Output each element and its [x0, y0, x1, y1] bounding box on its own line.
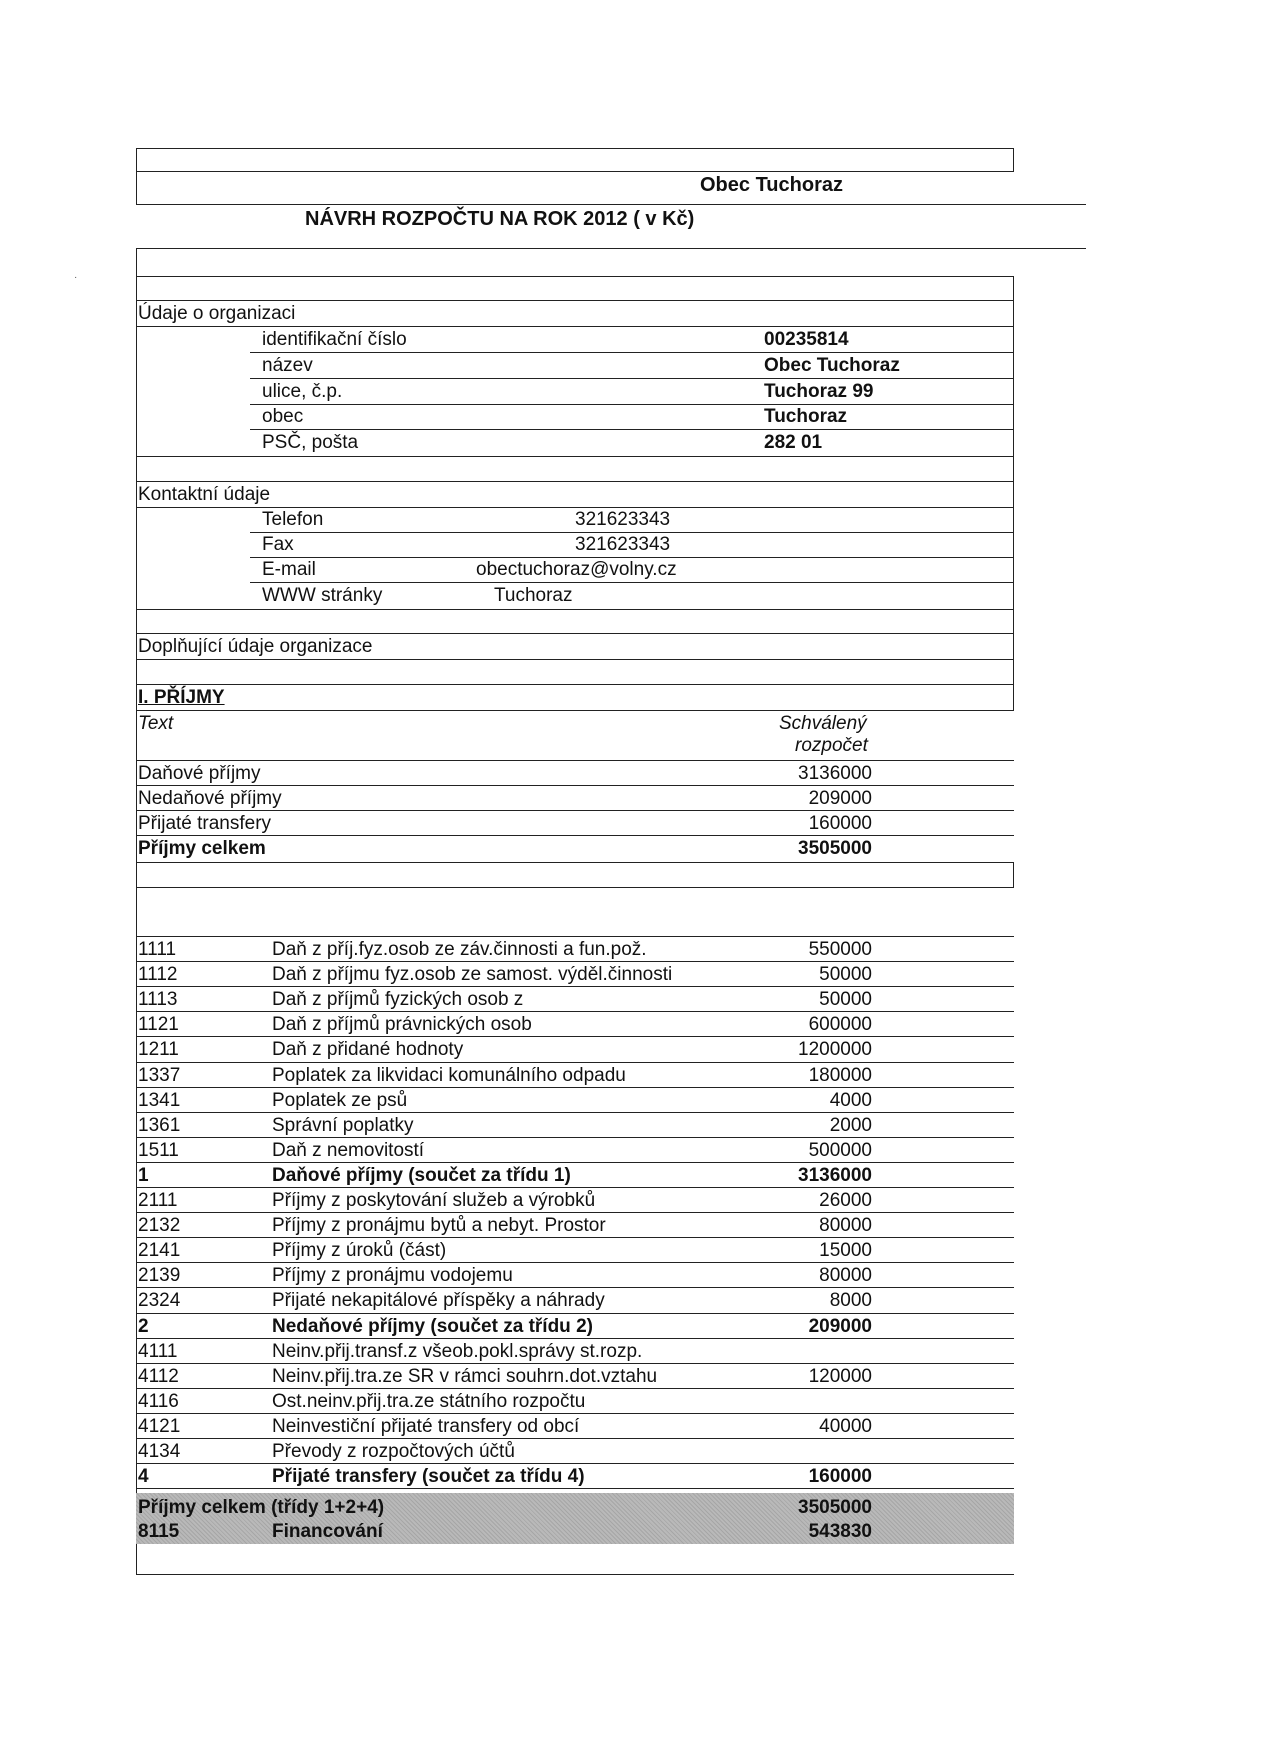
item-description: Neinv.přij.tra.ze SR v rámci souhrn.dot.vztahu — [272, 1366, 658, 1387]
contact-label-web: WWW stránky — [262, 585, 383, 606]
item-value: 80000 — [819, 1265, 872, 1286]
item-description: Daň z příjmů fyzických osob z — [272, 989, 524, 1010]
row-divider — [136, 1363, 1014, 1364]
item-description: Poplatek za likvidaci komunálního odpadu — [272, 1065, 626, 1086]
org-value-id: 00235814 — [764, 329, 849, 350]
item-value: 3136000 — [798, 1165, 872, 1186]
contact-label-phone: Telefon — [262, 509, 324, 530]
row-divider — [136, 1262, 1014, 1263]
item-value: 209000 — [808, 1316, 872, 1337]
row-divider — [136, 986, 1014, 987]
item-code: 4 — [138, 1466, 149, 1487]
column-header-budget-line2: rozpočet — [795, 735, 868, 756]
item-value: 500000 — [808, 1140, 872, 1161]
financing-value: 543830 — [808, 1521, 872, 1542]
contact-label-email: E-mail — [262, 559, 316, 580]
org-label-zip: PSČ, pošta — [262, 432, 359, 453]
item-code: 1 — [138, 1165, 149, 1186]
item-description: Neinvestiční přijaté transfery od obcí — [272, 1416, 580, 1437]
item-code: 4116 — [138, 1391, 179, 1412]
summary-label-transfers: Přijaté transfery — [138, 813, 272, 834]
row-divider — [136, 1212, 1014, 1213]
item-description: Daň z příjmu fyz.osob ze samost. výděl.činnosti — [272, 964, 673, 985]
item-value: 120000 — [808, 1366, 872, 1387]
item-description: Ost.neinv.přij.tra.ze státního rozpočtu — [272, 1391, 586, 1412]
item-code: 1211 — [138, 1039, 179, 1060]
item-code: 1111 — [138, 939, 177, 960]
contact-value-phone: 321623343 — [575, 509, 671, 530]
item-value: 50000 — [819, 964, 872, 985]
grand-total-value: 3505000 — [798, 1497, 872, 1518]
item-code: 4134 — [138, 1441, 181, 1462]
item-description: Daň z příjmů právnických osob — [272, 1014, 532, 1035]
item-description: Příjmy z úroků (část) — [272, 1240, 447, 1261]
row-divider — [136, 1112, 1014, 1113]
summary-value-nontax: 209000 — [808, 788, 872, 809]
org-value-city: Tuchoraz — [764, 406, 848, 427]
item-value: 1200000 — [798, 1039, 872, 1060]
row-divider — [136, 1011, 1014, 1012]
summary-total-label: Příjmy celkem — [138, 838, 266, 859]
summary-value-tax: 3136000 — [798, 763, 872, 784]
item-code: 4111 — [138, 1341, 178, 1362]
summary-label-nontax: Nedaňové příjmy — [138, 788, 282, 809]
item-value: 600000 — [808, 1014, 872, 1035]
org-label-id: identifikační číslo — [262, 329, 407, 350]
contact-label-fax: Fax — [262, 534, 294, 555]
item-value: 180000 — [808, 1065, 872, 1086]
item-code: 2132 — [138, 1215, 181, 1236]
item-code: 1341 — [138, 1090, 181, 1111]
org-value-name: Obec Tuchoraz — [764, 355, 900, 376]
item-code: 4121 — [138, 1416, 181, 1437]
item-value: 550000 — [808, 939, 872, 960]
row-divider — [136, 1287, 1014, 1288]
item-code: 4112 — [138, 1366, 179, 1387]
item-description: Daň z příj.fyz.osob ze záv.činnosti a fun.pož. — [272, 939, 647, 960]
scan-mark: · — [74, 272, 78, 283]
item-code: 1361 — [138, 1115, 181, 1136]
municipality-header: Obec Tuchoraz — [700, 174, 843, 196]
financing-label: Financování — [272, 1521, 383, 1542]
item-code: 2111 — [138, 1190, 178, 1211]
row-divider — [136, 1413, 1014, 1414]
row-divider — [136, 1463, 1014, 1464]
item-code: 1121 — [138, 1014, 179, 1035]
row-divider — [136, 1488, 1014, 1489]
row-divider — [136, 1438, 1014, 1439]
item-value: 8000 — [829, 1290, 872, 1311]
item-value: 15000 — [819, 1240, 872, 1261]
item-value: 160000 — [808, 1466, 872, 1487]
item-description: Poplatek ze psů — [272, 1090, 408, 1111]
financing-code: 8115 — [138, 1521, 180, 1542]
item-value: 4000 — [829, 1090, 872, 1111]
page-title: NÁVRH ROZPOČTU NA ROK 2012 ( v Kč) — [305, 208, 695, 230]
contact-value-web: Tuchoraz — [494, 585, 573, 606]
row-divider — [136, 1162, 1014, 1163]
contact-heading: Kontaktní údaje — [138, 484, 271, 505]
org-value-zip: 282 01 — [764, 432, 823, 453]
row-divider — [136, 961, 1014, 962]
org-label-city: obec — [262, 406, 304, 427]
item-code: 1337 — [138, 1065, 181, 1086]
grand-total-label: Příjmy celkem (třídy 1+2+4) — [138, 1497, 385, 1518]
column-header-budget-line1: Schválený — [779, 713, 867, 734]
item-code: 2324 — [138, 1290, 181, 1311]
item-description: Přijaté nekapitálové příspěky a náhrady — [272, 1290, 605, 1311]
org-label-street: ulice, č.p. — [262, 381, 343, 402]
row-divider — [136, 1313, 1014, 1314]
row-divider — [136, 1062, 1014, 1063]
summary-value-transfers: 160000 — [808, 813, 872, 834]
item-code: 2 — [138, 1316, 149, 1337]
row-divider — [136, 1338, 1014, 1339]
column-header-text: Text — [138, 713, 174, 734]
item-value: 50000 — [819, 989, 872, 1010]
item-value: 40000 — [819, 1416, 872, 1437]
org-value-street: Tuchoraz 99 — [764, 381, 874, 402]
item-description: Daň z přidané hodnoty — [272, 1039, 464, 1060]
item-code: 1113 — [138, 989, 178, 1010]
item-description: Příjmy z pronájmu vodojemu — [272, 1265, 513, 1286]
income-heading: I. PŘÍJMY — [138, 687, 225, 708]
item-value: 26000 — [819, 1190, 872, 1211]
item-code: 2141 — [138, 1240, 181, 1261]
item-description: Přijaté transfery (součet za třídu 4) — [272, 1466, 585, 1487]
supplementary-heading: Doplňující údaje organizace — [138, 636, 373, 657]
item-code: 1511 — [138, 1140, 179, 1161]
organization-heading: Údaje o organizaci — [138, 303, 296, 324]
contact-value-email: obectuchoraz@volny.cz — [476, 559, 677, 580]
item-description: Nedaňové příjmy (součet za třídu 2) — [272, 1316, 593, 1337]
row-divider — [136, 1137, 1014, 1138]
item-code: 1112 — [138, 964, 178, 985]
row-divider — [136, 1237, 1014, 1238]
contact-value-fax: 321623343 — [575, 534, 671, 555]
org-label-name: název — [262, 355, 313, 376]
item-code: 2139 — [138, 1265, 181, 1286]
item-description: Příjmy z poskytování služeb a výrobků — [272, 1190, 596, 1211]
item-description: Neinv.přij.transf.z všeob.pokl.správy st.rozp. — [272, 1341, 643, 1362]
item-description: Daň z nemovitostí — [272, 1140, 425, 1161]
item-description: Převody z rozpočtových účtů — [272, 1441, 515, 1462]
row-divider — [136, 1036, 1014, 1037]
item-description: Správní poplatky — [272, 1115, 414, 1136]
item-description: Daňové příjmy (součet za třídu 1) — [272, 1165, 571, 1186]
item-value: 2000 — [829, 1115, 872, 1136]
summary-total-value: 3505000 — [798, 838, 872, 859]
row-divider — [136, 1388, 1014, 1389]
item-description: Příjmy z pronájmu bytů a nebyt. Prostor — [272, 1215, 606, 1236]
row-divider — [136, 1087, 1014, 1088]
row-divider — [136, 1187, 1014, 1188]
summary-label-tax: Daňové příjmy — [138, 763, 261, 784]
item-value: 80000 — [819, 1215, 872, 1236]
